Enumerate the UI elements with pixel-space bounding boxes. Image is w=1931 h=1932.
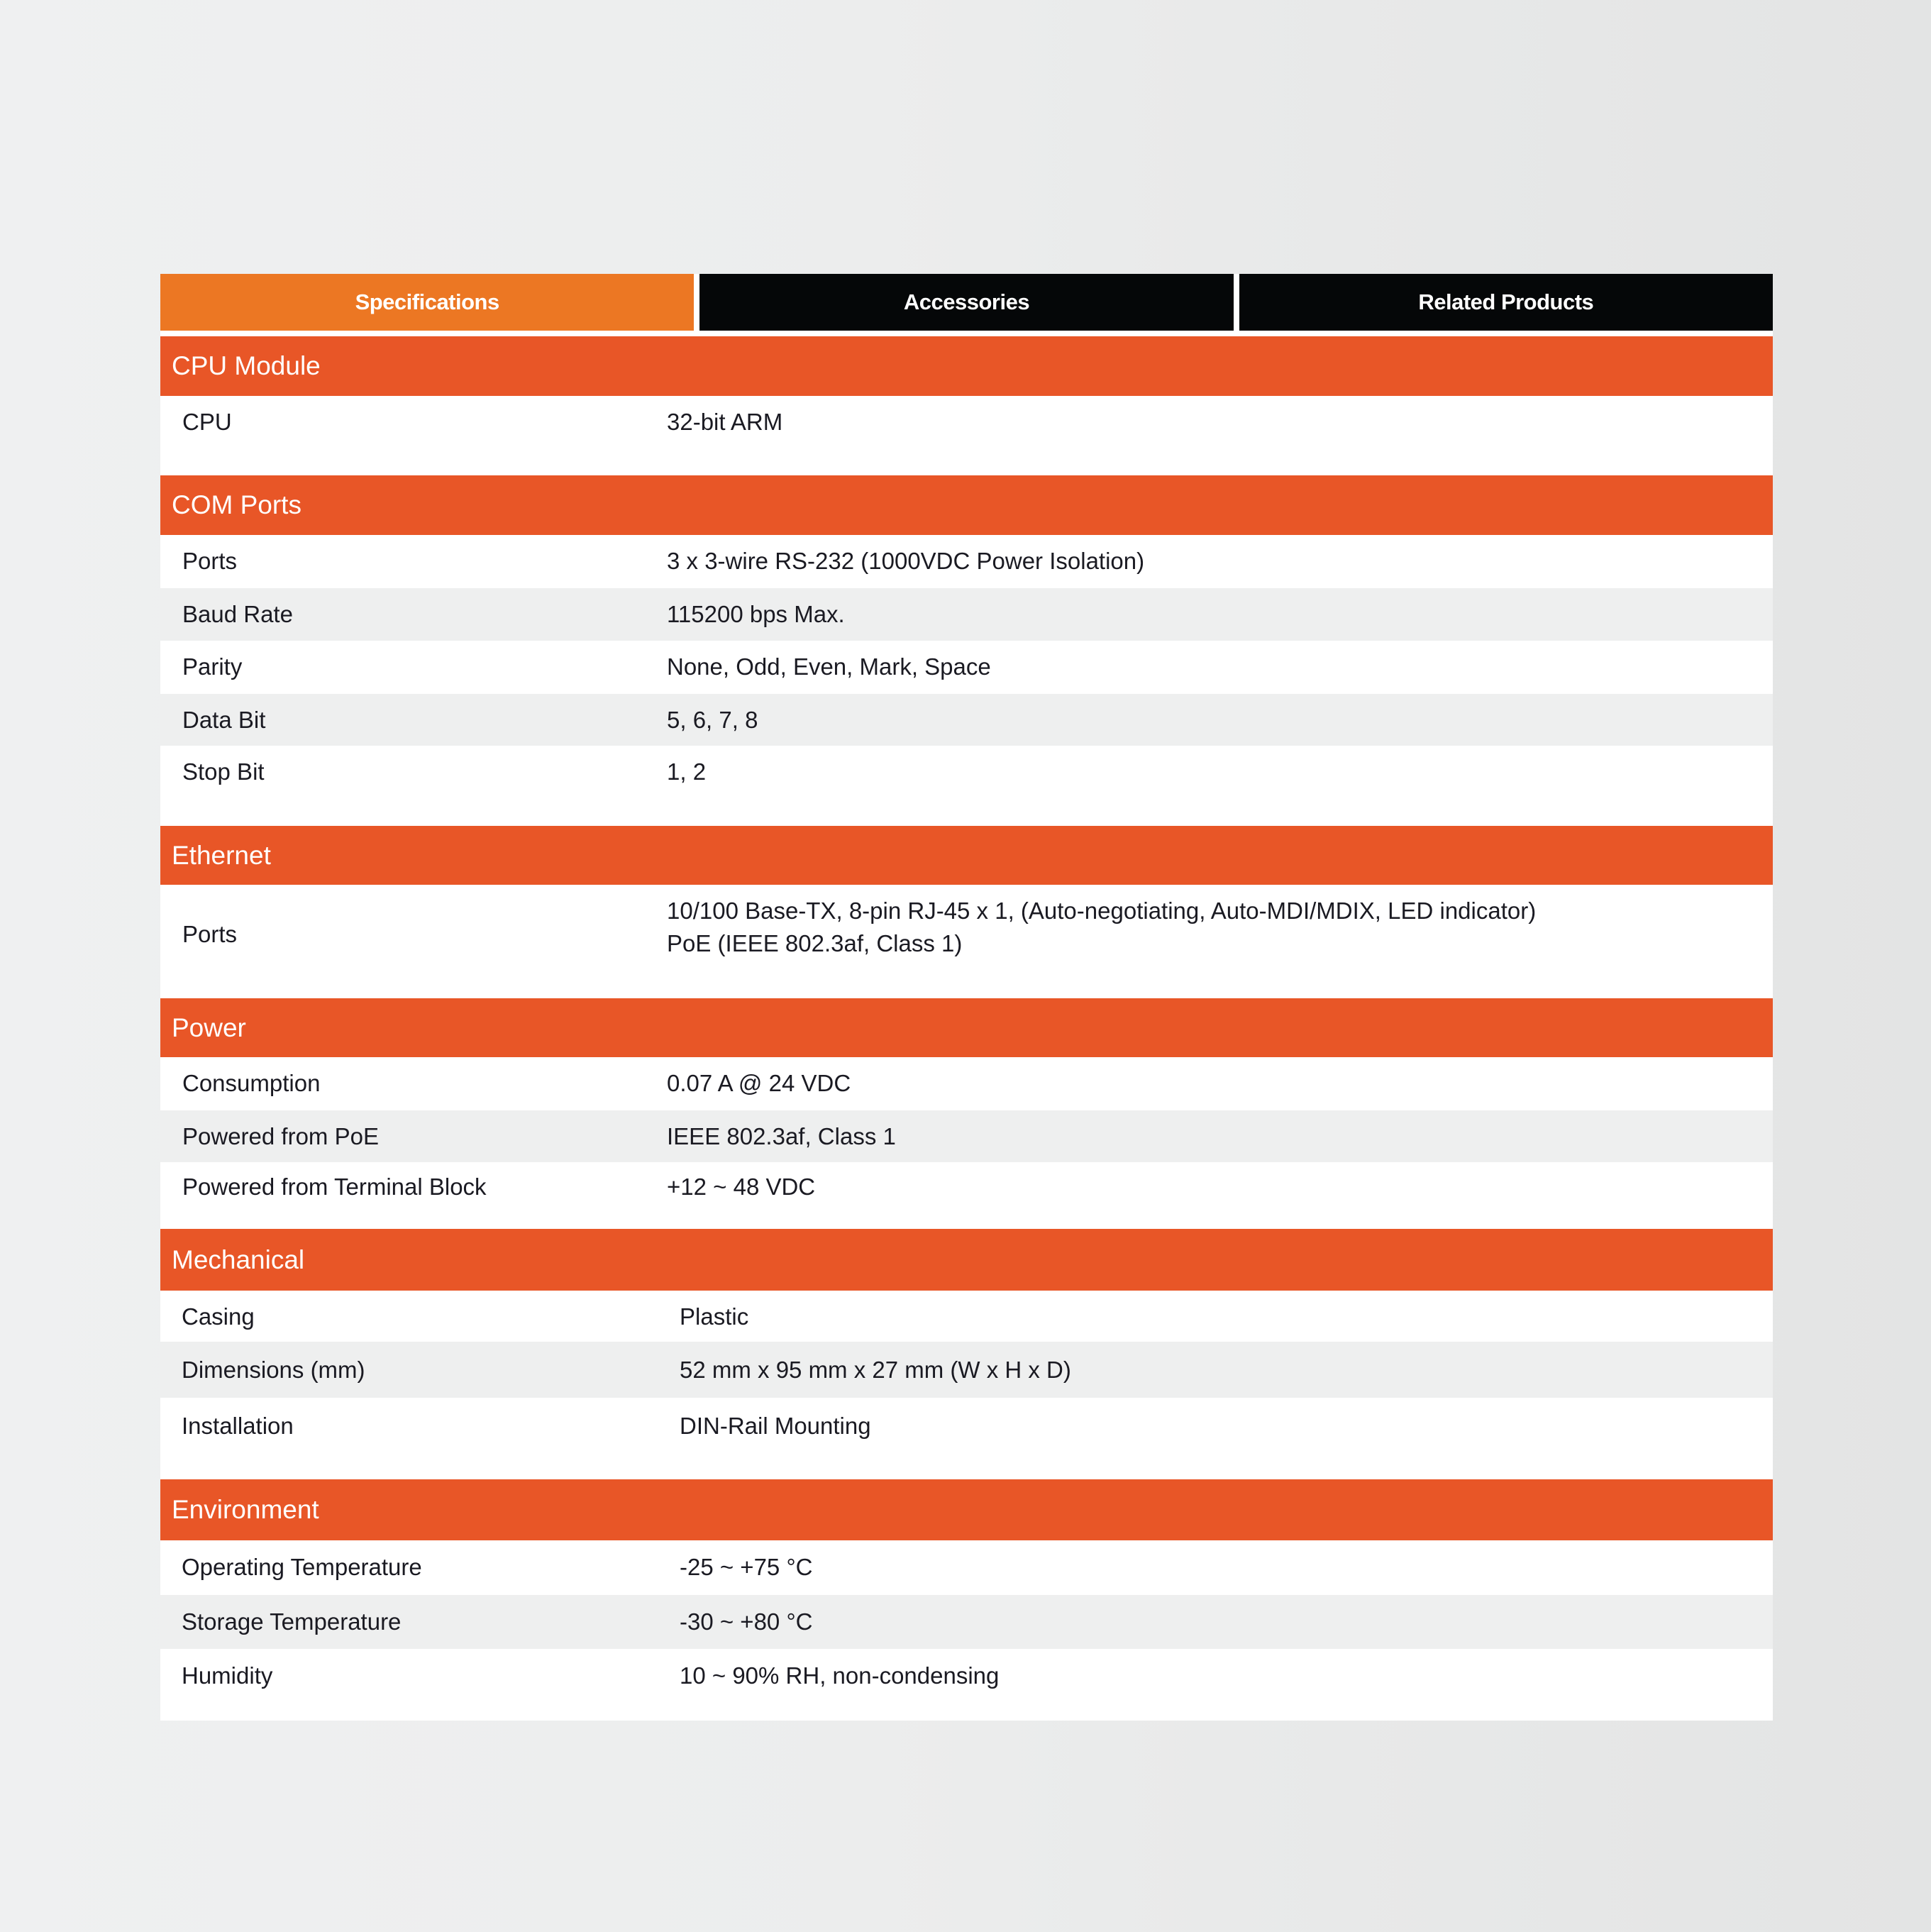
spec-panel [160, 274, 1773, 1721]
spec-row [160, 588, 1773, 641]
spec-value: 52 mm x 95 mm x 27 mm (W x H x D) [680, 1357, 1071, 1383]
section-header: Mechanical [160, 1229, 1773, 1291]
spec-label: Casing [182, 1303, 255, 1330]
section-header: CPU Module [160, 336, 1773, 396]
spec-row [160, 1162, 1773, 1229]
tab-bar [160, 274, 1773, 331]
spec-value: +12 ~ 48 VDC [667, 1174, 816, 1200]
spec-row [160, 396, 1773, 475]
spec-value-line: PoE (IEEE 802.3af, Class 1) [667, 930, 963, 956]
spec-row [160, 1540, 1773, 1595]
spec-row [160, 535, 1773, 588]
spec-row [160, 1649, 1773, 1721]
spec-row [160, 1342, 1773, 1398]
spec-label: Humidity [182, 1662, 273, 1689]
tab-related-products[interactable]: Related Products [1239, 274, 1773, 331]
spec-value: 0.07 A @ 24 VDC [667, 1070, 851, 1096]
section-ethernet [160, 826, 1773, 998]
tab-accessories[interactable]: Accessories [699, 274, 1233, 331]
spec-value: 115200 bps Max. [667, 601, 845, 627]
spec-value-line: 10/100 Base-TX, 8-pin RJ-45 x 1, (Auto-negotiating, Auto-MDI/MDIX, LED indicator) [667, 898, 1537, 924]
spec-label: Installation [182, 1413, 294, 1439]
section-header: Power [160, 998, 1773, 1057]
section-header: Environment [160, 1479, 1773, 1540]
spec-row [160, 1291, 1773, 1342]
spec-row [160, 641, 1773, 694]
spec-value: -30 ~ +80 °C [680, 1608, 813, 1635]
spec-value: Plastic [680, 1303, 749, 1330]
spec-label: Parity [182, 653, 243, 680]
spec-label: Storage Temperature [182, 1608, 402, 1635]
spec-value: DIN-Rail Mounting [680, 1413, 871, 1439]
spec-label: Powered from Terminal Block [182, 1174, 487, 1200]
spec-row [160, 1595, 1773, 1649]
spec-label: Stop Bit [182, 758, 265, 785]
section-cpu-module [160, 336, 1773, 475]
spec-value [667, 895, 1536, 960]
spec-label: Dimensions (mm) [182, 1357, 365, 1383]
spec-row [160, 1110, 1773, 1162]
spec-label: CPU [182, 409, 232, 435]
spec-label: Powered from PoE [182, 1123, 379, 1149]
section-power [160, 998, 1773, 1229]
section-mechanical [160, 1229, 1773, 1479]
tab-specifications[interactable]: Specifications [160, 274, 694, 331]
section-header: COM Ports [160, 475, 1773, 535]
spec-row [160, 746, 1773, 826]
spec-value: 5, 6, 7, 8 [667, 707, 758, 733]
spec-row [160, 885, 1773, 998]
spec-row [160, 694, 1773, 746]
spec-value: 1, 2 [667, 758, 707, 785]
spec-label: Operating Temperature [182, 1554, 422, 1580]
section-environment [160, 1479, 1773, 1721]
spec-label: Ports [182, 921, 238, 947]
section-com-ports [160, 475, 1773, 826]
spec-row [160, 1057, 1773, 1110]
spec-value: 10 ~ 90% RH, non-condensing [680, 1662, 1000, 1689]
tab-divider [160, 331, 1773, 336]
spec-value: -25 ~ +75 °C [680, 1554, 813, 1580]
spec-label: Consumption [182, 1070, 321, 1096]
spec-value: IEEE 802.3af, Class 1 [667, 1123, 896, 1149]
section-header: Ethernet [160, 826, 1773, 885]
spec-value: 3 x 3-wire RS-232 (1000VDC Power Isolation) [667, 548, 1145, 574]
spec-label: Ports [182, 548, 238, 574]
spec-row [160, 1398, 1773, 1479]
spec-value: 32-bit ARM [667, 409, 783, 435]
spec-label: Baud Rate [182, 601, 293, 627]
spec-label: Data Bit [182, 707, 266, 733]
spec-value: None, Odd, Even, Mark, Space [667, 653, 991, 680]
